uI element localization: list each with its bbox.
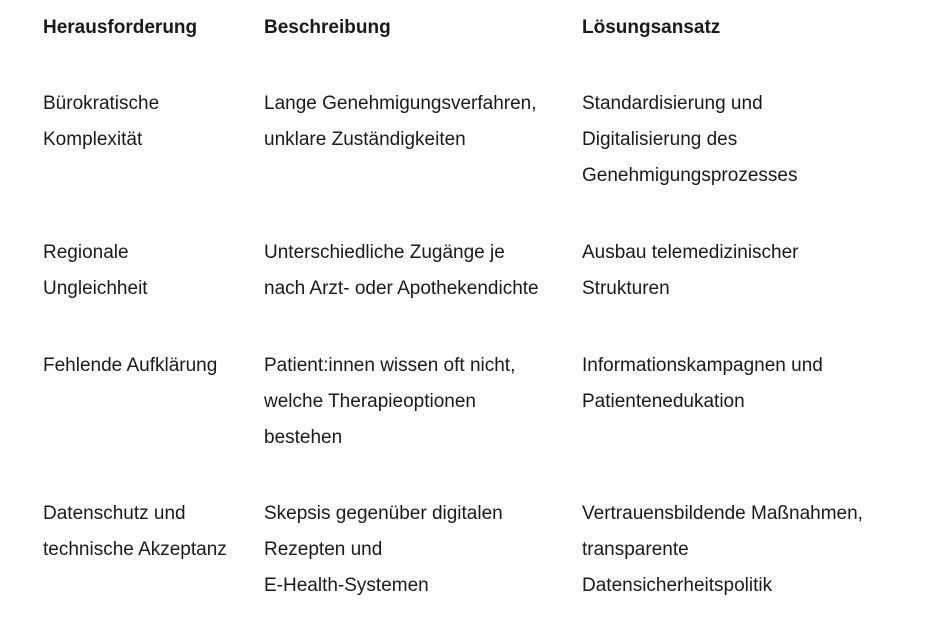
cell-solution: Standardisierung und Digitalisierung des Genehmigungsprozesses	[582, 93, 798, 186]
cell-description: Unterschiedliche Zugänge je nach Arzt- oder Apothekendichte	[264, 242, 539, 299]
header-challenge: Herausforderung	[43, 17, 198, 38]
cell-solution: Vertrauensbildende Maßnahmen, transparente Datensicherheitspolitik	[582, 503, 863, 596]
cell-description: Lange Genehmigungsverfahren, unklare Zuständigkeiten	[264, 93, 537, 150]
cell-description: Patient:innen wissen oft nicht, welche Therapieoptionen bestehen	[264, 355, 516, 448]
cell-challenge: Datenschutz und technische Akzeptanz	[43, 503, 227, 560]
cell-challenge: Fehlende Aufklärung	[43, 355, 218, 376]
header-solution: Lösungsansatz	[582, 17, 721, 38]
table-header-row	[0, 14, 939, 42]
cell-description: Skepsis gegenüber digitalen Rezepten und E-Health-Systemen	[264, 503, 503, 596]
cell-solution: Ausbau telemedizinischer Strukturen	[582, 242, 799, 299]
cell-challenge: Regionale Ungleichheit	[43, 242, 148, 299]
cell-solution: Informationskampagnen und Patientenedukation	[582, 355, 823, 412]
header-description: Beschreibung	[264, 17, 391, 38]
cell-challenge: Bürokratische Komplexität	[43, 93, 160, 150]
